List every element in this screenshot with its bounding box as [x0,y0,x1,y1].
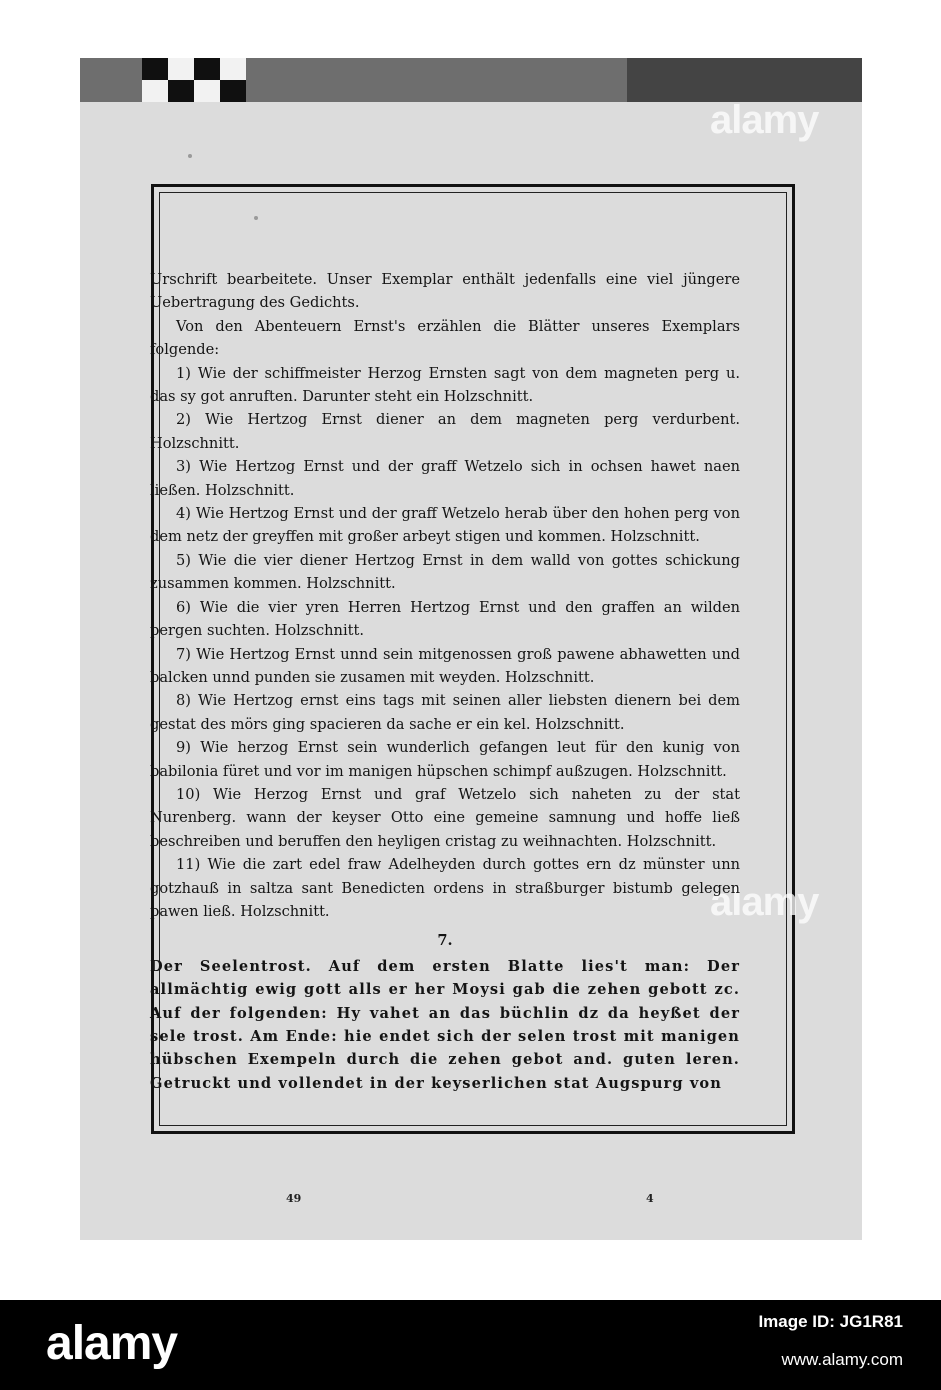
text-paragraph: 11) Wie die zart edel fraw Adelheyden durch gottes ern dz münster unn gotzhauß in saltza sant Benedicten ordens in straßburger bistumb gelegen pawen ließ. Holzschnitt. [150,856,740,920]
text-paragraph: Von den Abenteuern Ernst's erzählen die Blätter unseres Exemplars folgende: [150,317,740,359]
section-paragraph: Der Seelentrost. Auf dem ersten Blatte lies't man: Der allmächtig ewig gott alls er her Moysi gab die zehen gebott zc. Auf der folgenden: Hy vahet an das büchlin dz da heyßet der sele trost. Am Ende: hie endet sich der selen trost mit manigen hübschen Exempeln durch die zehen gebot and. guten leren. Getruckt und vollendet in der keyserlichen stat Augspurg von [150,957,740,1092]
color-calibration-target [142,58,246,102]
image-id: Image ID: JG1R81 [758,1312,903,1331]
text-paragraph: 6) Wie die vier yren Herren Hertzog Ernst und den graffen an wilden pergen suchten. Holzschnitt. [150,598,740,640]
stock-footer-bar [0,1300,941,1390]
stock-url: www.alamy.com [781,1350,903,1369]
text-paragraph: 3) Wie Hertzog Ernst und der graff Wetzelo sich in ochsen hawet naen ließen. Holzschnitt. [150,458,740,499]
text-paragraph: 9) Wie herzog Ernst sein wunderlich gefangen leut für den kunig von babilonia füret und vor im manigen hüpschen schimpf außzugen. Holzschnitt. [150,739,740,780]
page-signature-left: 49 [286,1192,302,1205]
stock-logo: alamy [46,1317,178,1370]
text-paragraph: 10) Wie Herzog Ernst und graf Wetzelo sich naheten zu der stat Nurenberg. wann der keyser Otto eine gemeine samnung und hoffe ließ beschreiben und beruffen den heyligen cristag zu weihnachten. Holzschnitt. [150,785,740,850]
text-paragraph: 5) Wie die vier diener Hertzog Ernst in dem walld von gottes schickung zusammen kommen. Holzschnitt. [150,551,740,593]
page-text [150,268,740,1095]
text-paragraph: 1) Wie der schiffmeister Herzog Ernsten sagt von dem magneten perg u. das sy got anruften. Darunter steht ein Holzschnitt. [150,364,740,406]
watermark-logo: alamy [710,880,819,924]
text-paragraph: 2) Wie Hertzog Ernst diener an dem magneten perg verdurbent. Holzschnitt. [150,411,740,452]
scan-top-strip [80,58,862,102]
text-paragraph: Urschrift bearbeitete. Unser Exemplar enthält jedenfalls eine viel jüngere Uebertragung des Gedichts. [150,271,740,312]
speck [188,154,192,158]
watermark-logo: alamy [710,98,819,142]
section-number: 7. [437,932,453,950]
text-paragraph: 7) Wie Hertzog Ernst unnd sein mitgenossen groß pawene abhawetten und balcken unnd punden sie zusamen mit weyden. Holzschnitt. [150,645,740,686]
page-signature-right: 4 [646,1192,654,1205]
scan-background [627,58,862,102]
text-paragraph: 8) Wie Hertzog ernst eins tags mit seinen aller liebsten dienern bei dem gestat des mörs ging spacieren da sache er ein kel. Holzschnitt. [150,692,740,733]
stock-info [758,1312,903,1370]
text-paragraph: 4) Wie Hertzog Ernst und der graff Wetzelo herab über den hohen perg von dem netz der greyffen mit großer arbeyt stigen und kommen. Holzschnitt. [150,505,740,546]
